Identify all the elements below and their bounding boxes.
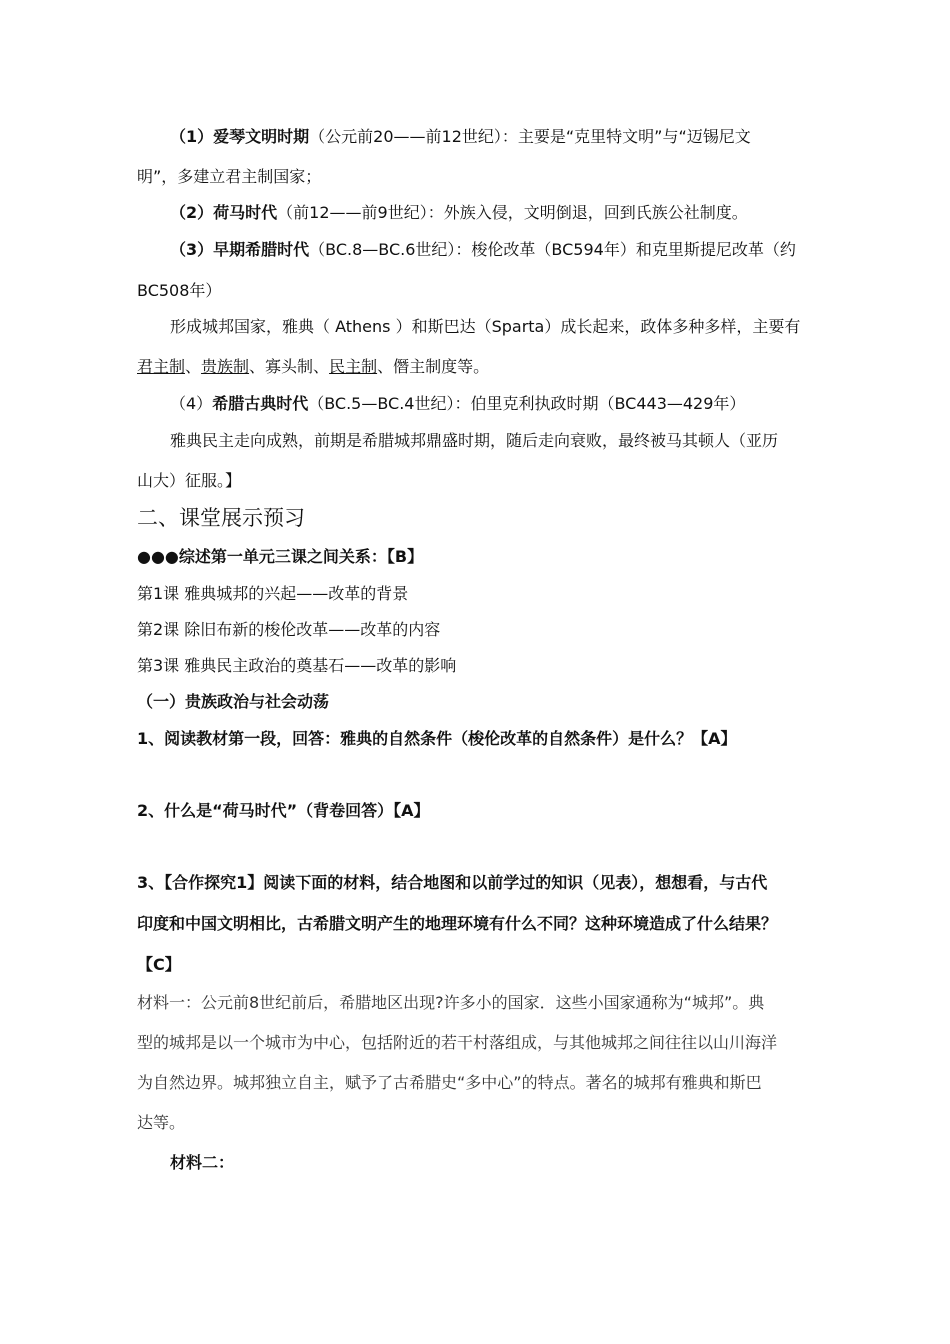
period-3-title: 早期希腊时代 [213, 240, 310, 259]
section-heading: 二、课堂展示预习 [137, 506, 305, 530]
aristocracy-term: 贵族制 [201, 357, 250, 376]
material-1-line4: 达等。 [137, 1113, 186, 1132]
period-1-title: 爱琴文明时期 [213, 127, 310, 146]
democracy-term: 民主制 [329, 357, 378, 376]
question-3-line2: 印度和中国文明相比，古希腊文明产生的地理环境有什么不同？这种环境造成了什么结果？ [137, 914, 778, 933]
city-states-line2 [137, 356, 489, 378]
separator-2: 、寡头制、 [249, 357, 330, 376]
question-3-line1: 3、【合作探究1】阅读下面的材料，结合地图和以前学过的知识（见表），想想看，与古代 [137, 873, 768, 892]
city-states-line1: 形成城邦国家，雅典（ Athens ）和斯巴达（Sparta）成长起来，政体多种多样，主要有 [170, 317, 801, 336]
period-4-text: （BC.5—BC.4世纪）：伯里克利执政时期（BC443—429年） [308, 394, 746, 413]
period-1-text: （公元前20——前12世纪）：主要是“克里特文明”与“迈锡尼文 [309, 127, 751, 146]
period-2-num: （2） [170, 203, 214, 222]
lesson-3: 第3课 雅典民主政治的奠基石——改革的影响 [137, 656, 457, 675]
period-3-text: （BC.8—BC.6世纪）：梭伦改革（BC594年）和克里斯提尼改革（约 [309, 240, 796, 259]
democracy-line2: 山大）征服。】 [137, 471, 242, 490]
summary-line: ●●●综述第一单元三课之间关系：【B】 [137, 547, 424, 566]
period-1-cont: 明”，多建立君主制国家； [137, 167, 322, 186]
period-4-line [170, 393, 745, 415]
period-4-title: 希腊古典时代 [212, 394, 309, 413]
question-3-line3: 【C】 [137, 955, 181, 974]
question-1: 1、阅读教材第一段，回答：雅典的自然条件（梭伦改革的自然条件）是什么？【A】 [137, 729, 737, 748]
period-3-num: （3） [170, 240, 214, 259]
period-1-num: （1） [170, 127, 214, 146]
period-2-title: 荷马时代 [213, 203, 278, 222]
separator-1: 、 [185, 357, 202, 376]
question-2: 2、什么是“荷马时代”（背卷回答）【A】 [137, 801, 430, 820]
material-2-label: 材料二： [170, 1153, 235, 1172]
lesson-1: 第1课 雅典城邦的兴起——改革的背景 [137, 584, 409, 603]
subheading-1: （一）贵族政治与社会动荡 [137, 692, 330, 711]
material-1-line1: 材料一：公元前8世纪前后，希腊地区出现?许多小的国家．这些小国家通称为“城邦”。典 [137, 993, 765, 1012]
material-1-line2: 型的城邦是以一个城市为中心，包括附近的若干村落组成，与其他城邦之间往往以山川海洋 [137, 1033, 778, 1052]
monarchy-term: 君主制 [137, 357, 186, 376]
material-1-line3: 为自然边界。城邦独立自主，赋予了古希腊史“多中心”的特点。著名的城邦有雅典和斯巴 [137, 1073, 762, 1092]
period-3-cont: BC508年） [137, 281, 222, 300]
period-2-line [170, 202, 748, 224]
period-4-num: （4） [170, 394, 213, 413]
separator-3: 、僭主制度等。 [377, 357, 490, 376]
period-2-text: （前12——前9世纪）：外族入侵，文明倒退，回到氏族公社制度。 [277, 203, 748, 222]
period-1-line [170, 126, 751, 148]
lesson-2: 第2课 除旧布新的梭伦改革——改革的内容 [137, 620, 441, 639]
democracy-line1: 雅典民主走向成熟，前期是希腊城邦鼎盛时期，随后走向衰败，最终被马其顿人（亚历 [170, 431, 779, 450]
period-3-line [170, 239, 796, 261]
